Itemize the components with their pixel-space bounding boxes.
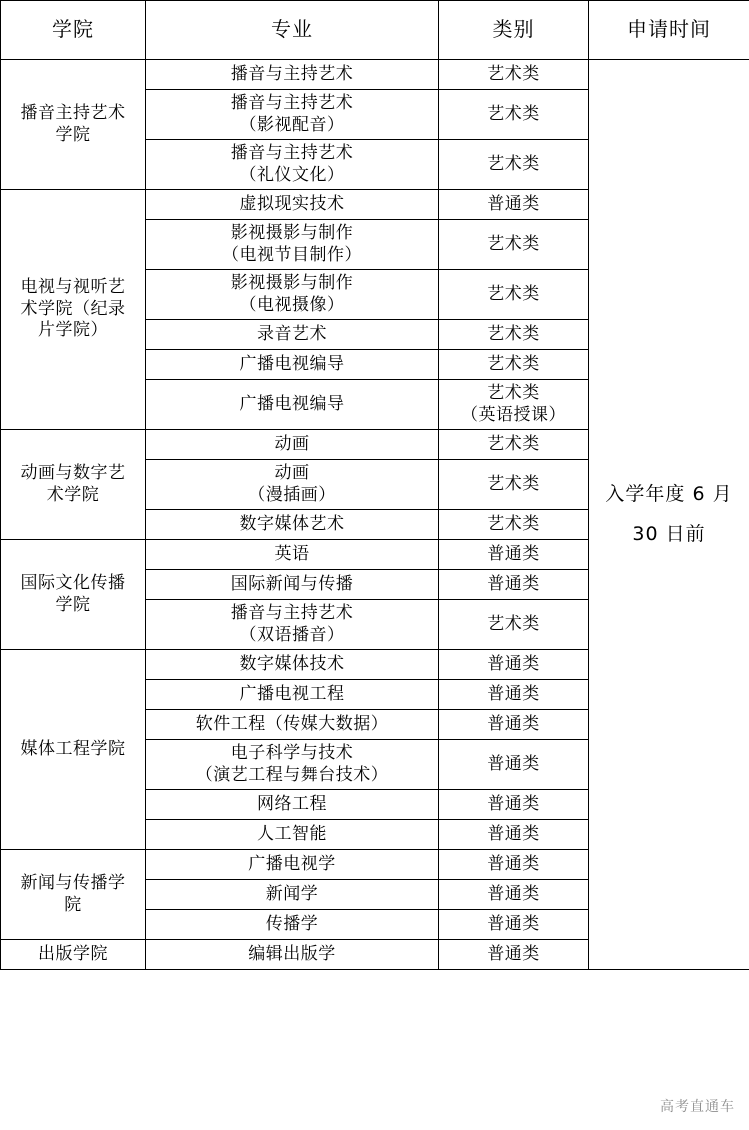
- category-cell: 艺术类: [439, 320, 589, 350]
- major-cell: 播音与主持艺术: [146, 60, 439, 90]
- major-cell: 网络工程: [146, 790, 439, 820]
- major-cell: 影视摄影与制作 （电视摄像）: [146, 270, 439, 320]
- major-cell: 动画: [146, 430, 439, 460]
- category-cell: 艺术类: [439, 510, 589, 540]
- major-cell: 广播电视学: [146, 850, 439, 880]
- major-cell: 虚拟现实技术: [146, 190, 439, 220]
- category-cell: 普通类: [439, 880, 589, 910]
- major-cell: 广播电视编导: [146, 380, 439, 430]
- major-cell: 编辑出版学: [146, 940, 439, 970]
- college-cell: 动画与数字艺 术学院: [1, 430, 146, 540]
- college-cell: 出版学院: [1, 940, 146, 970]
- major-cell: 电子科学与技术 （演艺工程与舞台技术）: [146, 740, 439, 790]
- major-cell: 动画 （漫插画）: [146, 460, 439, 510]
- major-cell: 英语: [146, 540, 439, 570]
- header-apply-time: 申请时间: [589, 1, 749, 60]
- category-cell: 艺术类: [439, 600, 589, 650]
- college-cell: 新闻与传播学 院: [1, 850, 146, 940]
- header-major: 专业: [146, 1, 439, 60]
- category-cell: 普通类: [439, 190, 589, 220]
- major-cell: 广播电视编导: [146, 350, 439, 380]
- header-category: 类别: [439, 1, 589, 60]
- college-cell: 媒体工程学院: [1, 650, 146, 850]
- category-cell: 普通类: [439, 540, 589, 570]
- category-cell: 普通类: [439, 740, 589, 790]
- category-cell: 普通类: [439, 650, 589, 680]
- major-cell: 影视摄影与制作 （电视节目制作）: [146, 220, 439, 270]
- major-cell: 播音与主持艺术 （双语播音）: [146, 600, 439, 650]
- major-cell: 数字媒体艺术: [146, 510, 439, 540]
- watermark: 高考直通车: [660, 1099, 735, 1115]
- category-cell: 艺术类: [439, 460, 589, 510]
- category-cell: 普通类: [439, 790, 589, 820]
- category-cell: 艺术类 （英语授课）: [439, 380, 589, 430]
- category-cell: 普通类: [439, 710, 589, 740]
- table-header: [1, 1, 749, 60]
- major-cell: 新闻学: [146, 880, 439, 910]
- category-cell: 普通类: [439, 940, 589, 970]
- header-college: 学院: [1, 1, 146, 60]
- major-cell: 软件工程（传媒大数据）: [146, 710, 439, 740]
- college-cell: 电视与视听艺 术学院（纪录 片学院）: [1, 190, 146, 430]
- major-cell: 广播电视工程: [146, 680, 439, 710]
- category-cell: 艺术类: [439, 220, 589, 270]
- category-cell: 艺术类: [439, 140, 589, 190]
- category-cell: 普通类: [439, 820, 589, 850]
- apply-time-cell: 入学年度 6 月 30 日前: [589, 60, 749, 970]
- category-cell: 普通类: [439, 680, 589, 710]
- category-cell: 艺术类: [439, 60, 589, 90]
- category-cell: 艺术类: [439, 350, 589, 380]
- major-cell: 播音与主持艺术 （影视配音）: [146, 90, 439, 140]
- major-cell: 传播学: [146, 910, 439, 940]
- major-cell: 播音与主持艺术 （礼仪文化）: [146, 140, 439, 190]
- category-cell: 普通类: [439, 850, 589, 880]
- header-row: [1, 1, 749, 60]
- college-cell: 播音主持艺术 学院: [1, 60, 146, 190]
- college-cell: 国际文化传播 学院: [1, 540, 146, 650]
- table-row: [1, 60, 749, 90]
- category-cell: 艺术类: [439, 430, 589, 460]
- category-cell: 艺术类: [439, 90, 589, 140]
- major-cell: 数字媒体技术: [146, 650, 439, 680]
- category-cell: 普通类: [439, 570, 589, 600]
- major-cell: 录音艺术: [146, 320, 439, 350]
- major-cell: 人工智能: [146, 820, 439, 850]
- table-body: [1, 60, 749, 970]
- category-cell: 艺术类: [439, 270, 589, 320]
- category-cell: 普通类: [439, 910, 589, 940]
- major-cell: 国际新闻与传播: [146, 570, 439, 600]
